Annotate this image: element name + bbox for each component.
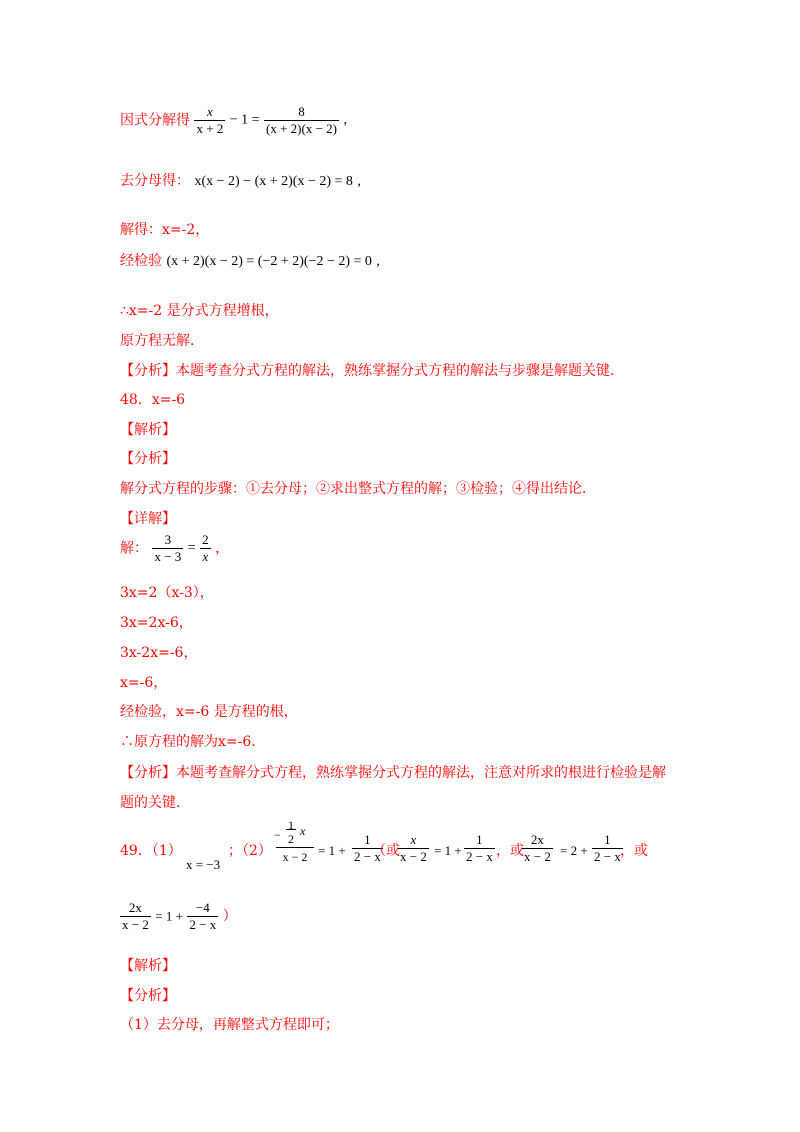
fraction: $\frac{3}{x - 3}$: [154, 532, 182, 564]
section-jiexi: 【解析】: [120, 422, 176, 438]
fraction: $\frac{x}{x + 2}$: [196, 104, 224, 136]
nested-fraction: − 1 2 x x − 2: [274, 816, 316, 876]
fraction: $\frac{1}{2 - x}$: [354, 832, 381, 864]
steps-text: 解分式方程的步骤：①去分母；②求出整式方程的解；③检验；④得出结论．: [120, 481, 596, 497]
section-xiangjie: 【详解】: [120, 511, 176, 527]
step-line: x=-6，: [120, 675, 168, 691]
fraction: $\frac{8}{(x + 2)(x - 2)}$: [266, 104, 337, 136]
question-48-answer: 48．x=-6: [120, 392, 186, 408]
fraction: $\frac{2}{x}$: [202, 532, 209, 564]
conclusion-line: ∴原方程的解为x=-6．: [120, 734, 266, 750]
fraction: $\frac{-4}{2 - x}$: [189, 900, 217, 932]
fraction: $\frac{2x}{x - 2}$: [122, 900, 149, 932]
section-jiexi: 【解析】: [120, 958, 176, 974]
section-fenxi: 【分析】: [120, 451, 176, 467]
no-solution-line: 原方程无解．: [120, 333, 204, 349]
extraneous-root-line: ∴x=-2 是分式方程增根，: [120, 303, 279, 319]
fraction: $\frac{1}{2 - x}$: [594, 832, 621, 864]
step-line: （1）去分母，再解整式方程即可；: [120, 1017, 339, 1033]
solution-equation-line: 解： $\frac{3}{x - 3}$ = $\frac{2}{x}$ ，: [120, 532, 230, 564]
eq-clear-denominator-line: 去分母得： x(x − 2) − (x + 2)(x − 2) = 8 ,: [120, 173, 361, 189]
eq-factorized-line: 因式分解得 $\frac{x}{x + 2}$ − 1 = $\frac{8}{(x + 2)(x - 2)}$ ,: [120, 104, 347, 136]
analysis-text-cont: 题的关键．: [120, 795, 190, 811]
equation: x(x − 2) − (x + 2)(x − 2) = 8: [194, 174, 353, 189]
solution-line: 解得：x=-2，: [120, 222, 210, 238]
step-line: 3x=2x-6，: [120, 615, 193, 631]
answer-1: x = −3: [186, 857, 221, 872]
step-line: 3x-2x=-6，: [120, 645, 198, 661]
step-line: 3x=2（x-3），: [120, 585, 214, 601]
fraction: $\frac{x}{x - 2}$: [400, 832, 427, 864]
check-line: 经检验 (x + 2)(x − 2) = (−2 + 2)(−2 − 2) = 0 ,: [120, 253, 380, 269]
answer-alternative: $\frac{2x}{x - 2}$ = 1 + $\frac{-4}{2 - x}$ ）: [122, 900, 237, 932]
section-fenxi: 【分析】: [120, 988, 176, 1004]
check-line: 经检验，x=-6 是方程的根，: [120, 704, 298, 720]
analysis-text: 【分析】本题考查分式方程的解法，熟练掌握分式方程的解法与步骤是解题关键．: [120, 363, 624, 379]
fraction: $\frac{2x}{x - 2}$: [524, 832, 551, 864]
analysis-text: 【分析】本题考查解分式方程，熟练掌握分式方程的解法，注意对所求的根进行检验是解: [120, 765, 666, 781]
label-factorize: 因式分解得: [120, 112, 190, 129]
fraction: $\frac{1}{2 - x}$: [466, 832, 493, 864]
equation: (x + 2)(x − 2) = (−2 + 2)(−2 − 2) = 0: [166, 254, 372, 269]
